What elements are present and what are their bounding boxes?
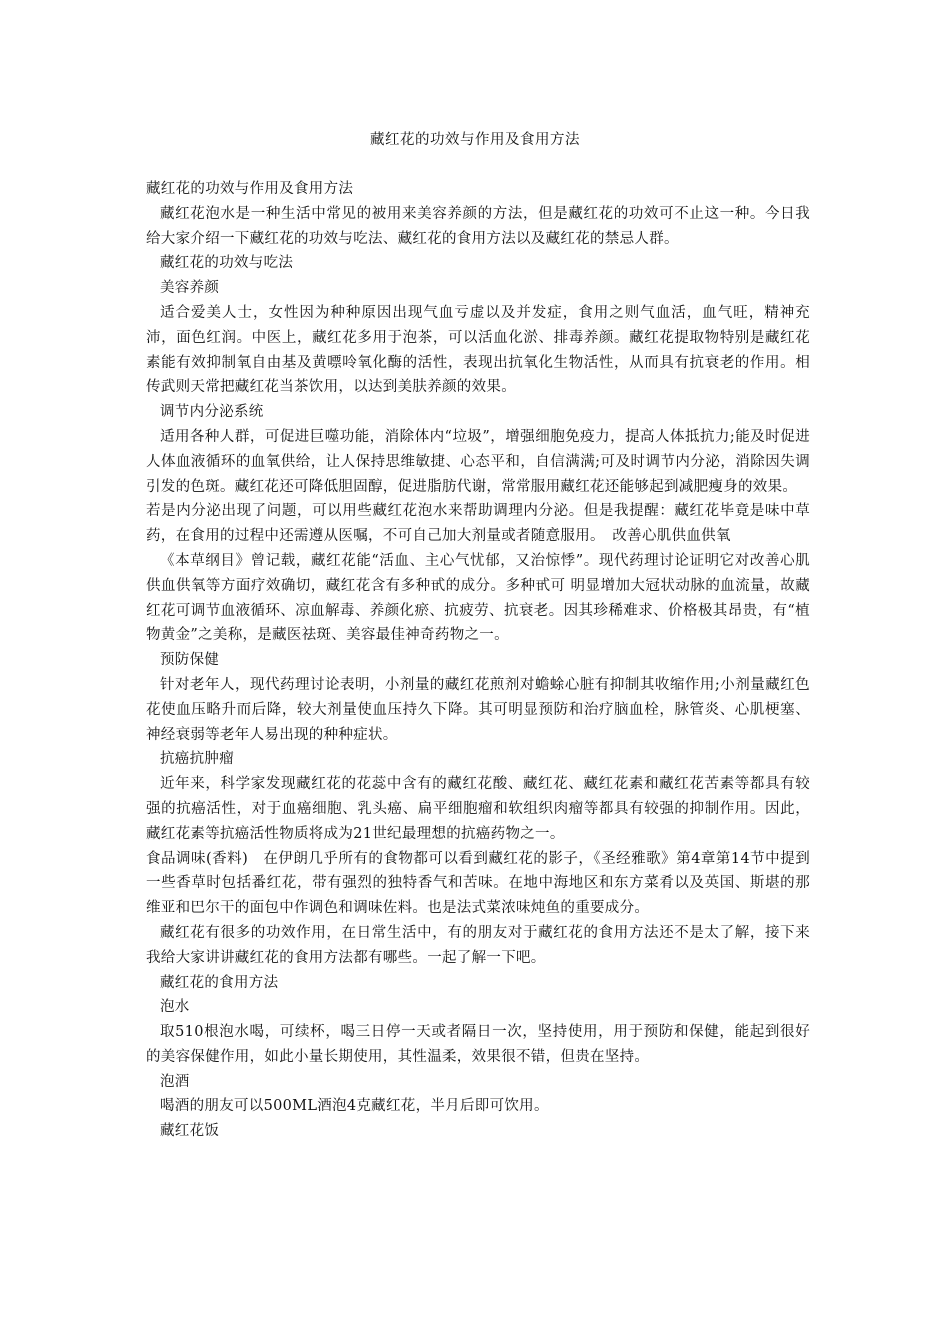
paragraph-prevention: 针对老年人，现代药理讨论表明，小剂量的藏红花煎剂对蟾蜍心脏有抑制其收缩作用;小剂量藏红色花使血压略升而后降，较大剂量使血压持久下降。其可明显预防和治疗脑血栓，脉管炎、心肌梗塞、神经衰弱等老年人易出现的种种症状。 [146, 676, 810, 743]
body-heading: 藏红花的功效与作用及食用方法 [146, 181, 354, 197]
section-heading-effects: 藏红花的功效与吃法 [160, 255, 294, 272]
paragraph-seasoning: 食品调味(香料) 在伊朗几乎所有的食物都可以看到藏红花的影子，《圣经雅歌》第4章第14节中提到一些香草时包括番红花，带有强烈的独特香气和苦味。在地中海地区和东方菜肴以及英国、斯堪的那维亚和巴尔干的面包中作调色和调味佐料。也是法式菜浓味炖鱼的重要成分。 [146, 850, 810, 917]
document-title: 藏红花的功效与作用及食用方法 [370, 132, 580, 148]
paragraph-beauty: 适合爱美人士，女性因为种种原因出现气血亏虚以及并发症，食用之则气血活，血气旺，精神充沛，面色红润。中医上，藏红花多用于泡茶，可以活血化淤、排毒养颜。藏红花提取物特别是藏红花素能有效抑制氧自由基及黄嘌呤氧化酶的活性，表现出抗氧化生物活性，从而具有抗衰老的作用。相传武则天常把藏红花当茶饮用，以达到美肤养颜的效果。 [146, 304, 810, 396]
section-heading-methods: 藏红花的食用方法 [160, 974, 279, 991]
subheading-prevention: 预防保健 [160, 652, 220, 669]
subheading-soak-water: 泡水 [160, 999, 190, 1016]
intro-paragraph: 藏红花泡水是一种生活中常见的被用来美容养颜的方法，但是藏红花的功效可不止这一种。今日我给大家介绍一下藏红花的功效与吃法、藏红花的食用方法以及藏红花的禁忌人群。 [146, 205, 810, 247]
subheading-saffron-rice: 藏红花饭 [160, 1123, 220, 1140]
paragraph-endocrine-advice: 若是内分泌出现了问题，可以用些藏红花泡水来帮助调理内分泌。但是我提醒：藏红花毕竟是味中草药，在食用的过程中还需遵从医嘱，不可自己加大剂量或者随意服用。 改善心肌供血供氧 [146, 503, 810, 545]
paragraph-soak-wine: 喝酒的朋友可以500ML酒泡4克藏红花，半月后即可饮用。 [160, 1098, 549, 1115]
document-body [146, 177, 810, 1144]
paragraph-endocrine: 适用各种人群，可促进巨噬功能，消除体内“垃圾”，增强细胞免疫力，提高人体抵抗力;能及时促进人体血液循环的血氧供给，让人保持思维敏捷、心态平和，自信满满;可及时调节内分泌，消除因失调引发的色斑。藏红花还可降低胆固醇，促进脂肪代谢，常常服用藏红花还能够起到减肥瘦身的效果。 [146, 428, 810, 495]
subheading-endocrine: 调节内分泌系统 [160, 404, 264, 421]
paragraph-anticancer: 近年来，科学家发现藏红花的花蕊中含有的藏红花酸、藏红花、藏红花素和藏红花苦素等都具有较强的抗癌活性，对于血癌细胞、乳头癌、扁平细胞瘤和软组织肉瘤等都具有较强的抑制作用。因此，藏红花素等抗癌活性物质将成为21世纪最理想的抗癌药物之一。 [146, 776, 810, 842]
paragraph-heart: 《本草纲目》曾记载，藏红花能“活血、主心气忧郁，又治惊悸”。现代药理讨论证明它对改善心肌供血供氧等方面疗效确切，藏红花含有多种甙的成分。多种甙可 明显增加大冠状动脉的血流量，故藏红花可调节血液循环、凉血解毒、养颜化瘀、抗疲劳、抗衰老。因其珍稀难求、价格极其昂贵，有“植物黄金”之美称，是藏医祛斑、美容最佳神奇药物之一。 [146, 552, 810, 644]
paragraph-transition: 藏红花有很多的功效作用，在日常生活中，有的朋友对于藏红花的食用方法还不是太了解，接下来我给大家讲讲藏红花的食用方法都有哪些。一起了解一下吧。 [146, 924, 810, 966]
subheading-anticancer: 抗癌抗肿瘤 [160, 751, 234, 768]
subheading-beauty: 美容养颜 [160, 280, 220, 297]
subheading-soak-wine: 泡酒 [160, 1073, 190, 1090]
paragraph-soak-water: 取510根泡水喝，可续杯，喝三日停一天或者隔日一次，坚持使用，用于预防和保健，能起到很好的美容保健作用，如此小量长期使用，其性温柔，效果很不错，但贵在坚持。 [146, 1024, 810, 1065]
